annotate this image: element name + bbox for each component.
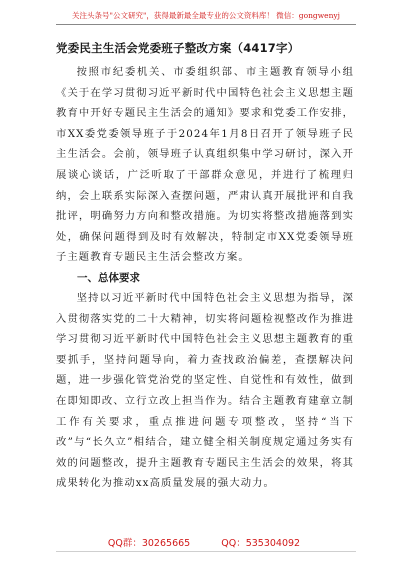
document-title: 党委民主生活会党委班子整改方案（4417字）	[56, 41, 300, 55]
header-promo-text: 关注头条号"公文研究"，获得最新最全最专业的公文资料库！ 微信：gongwenyj	[72, 11, 340, 20]
footer-contact	[0, 535, 408, 549]
paragraph-general-requirements: 坚持以习近平新时代中国特色社会主义思想为指导，深入贯彻落实党的二十大精神，切实将问题检视整改作为推进学习贯彻习近平新时代中国特色社会主义思想主题教育的重要抓手，坚持问题导向，着力查找政治偏差，查摆解决问题，进一步强化管党治党的坚定性、自觉性和有效性，做到在即知即改、立行立改上担当作为。结合主题教育建章立制工作有关要求，重点推进问题专项整改，坚持“当下改”与“长久立”相结合，建立健全相关制度规定通过务实有效的问题整改，提升主题教育专题民主生活会的效果，将其成果转化为推动xx高质量发展的强大动力。	[56, 291, 354, 490]
section-heading-general-requirements: 一、总体要求	[77, 271, 140, 284]
header-divider	[56, 24, 356, 25]
paragraph-intro: 按照市纪委机关、市委组织部、市主题教育领导小组《关于在学习贯彻习近平新时代中国特色社会主义思想主题教育中开好专题民主生活会的通知》要求和党委工作安排，市XX委党委领导班子于2024年1月8日召开了领导班子民主生活会。会前，领导班子认真组织集中学习研讨，深入开展谈心谈话，广泛听取了干部群众意见，并进行了梳理归纳，会上联系实际深入查摆问题，严肃认真开展批评和自我批评，明确努力方向和整改措施。为切实将整改措施落到实处，确保问题得到及时有效解决，特制定市XX党委领导班子主题教育专题民主生活会整改方案。	[56, 66, 354, 264]
footer-divider	[56, 551, 356, 552]
document-body	[56, 34, 354, 494]
footer-qq-group: QQ群：30265665	[107, 538, 191, 549]
footer-qq-number: QQ：535304092	[221, 538, 301, 549]
